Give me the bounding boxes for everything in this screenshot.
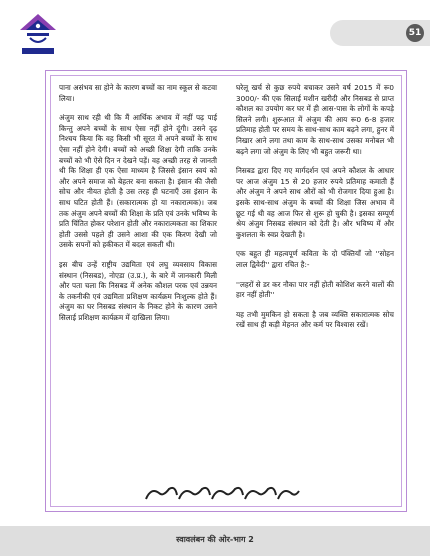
page-number-tab — [330, 20, 430, 46]
page-footer — [0, 526, 430, 556]
left-paragraph-1: पाना असंभव सा होने के कारण बच्चों का नाम स्कूल से कटवा लिया। — [59, 83, 217, 103]
right-paragraph-2: निसबड द्वारा दिए गए मार्गदर्शन एवं अपने कौशल के आधार पर आज अंजुम 15 से 20 हजार रुपये प्रतिमाह कमाती हैं और अंजुम ने अपने साथ औरों को भी रोजगार दिया हुआ है। इसके साथ-साथ अंजुम के बच्चों की शिक्षा जिस अभाव में छूट गई थी वह आज फिर से शुरू हो चुकी है। इसका सम्पूर्ण श्रेय अंजुम निसबड संस्थान को देती है। और भविष्य में और कुशलता के स्वप्न देखती है। — [236, 166, 394, 239]
footer-title: स्वावलंबन की ओर-भाग 2 — [176, 535, 254, 544]
right-paragraph-1: घरेलू खर्च से कुछ रुपये बचाकर उसने वर्ष 2015 में रू0 3000/- की एक सिलाई मशीन खरीदी और निसबड से प्राप्त कौशल का उपयोग कर घर में ही आस-पास के लोगों के कपड़े सिलने लगी। शुरूआत में अंजुम की आय रू0 6-8 हजार प्रतिमाह होती पर समय के साथ-साथ काम बढ़ने लगा, हुनर में निखार आने लगा तथा काम के साथ-साथ उसका मनोबल भी बढ़ने लगा जो अंजुम के लिए भी बहुत जरूरी था। — [236, 83, 394, 156]
left-paragraph-3: इस बीच उन्हें राष्ट्रीय उद्यमिता एवं लघु व्यवसाय विकास संस्थान (निसबड), नोएडा (उ.प्र.), के बारे में जानकारी मिली और पता चला कि निसबड में अनेक कौशल परक एवं उन्नयन के तकनीकी एवं उद्यमिता प्रशिक्षण कार्यक्रम निःशुल्क होते हैं। अंजुम का घर निसबड संस्थान के निकट होने के कारण उसने सिलाई प्रशिक्षण कार्यक्रम में दाखिला लिया। — [59, 259, 217, 322]
page-header — [0, 0, 430, 60]
right-column — [236, 83, 394, 340]
nisbud-logo-icon — [16, 12, 60, 56]
nisbud-logo — [16, 12, 60, 56]
right-paragraph-3: एक बहुत ही महत्वपूर्ण कविता के दो पंक्तियाँ जो ''सोहन लाल द्विवेदी'' द्वारा रचित है:- — [236, 249, 394, 269]
page-number: 51 — [406, 24, 424, 42]
right-paragraph-4: यह तभी मुमकिन हो सकता है जब व्यक्ति सकारात्मक सोच रखें साथ ही कड़ी मेहनत और कर्म पर विश्वास रखें। — [236, 309, 394, 330]
article-frame — [45, 70, 407, 512]
left-paragraph-2: अंजुम साथ रही थी कि मैं आर्थिक अभाव में नहीं पढ़ पाई किन्तु अपने बच्चों के साथ ऐसा नहीं होने दूंगी। उसने दृढ़ निश्चय किया कि वह किसी भी सूरत में अपने बच्चों के साथ ऐसा नहीं होने देगी। बच्चों को अच्छी शिक्षा देगी ताकि उनके बच्चों को भी ऐसे दिन न देखने पड़ें। वह अच्छी तरह से जानती थी कि शिक्षा ही एक ऐसा माध्यम है जिससे इंसान स्वयं को और अपने समाज को बेहतर बना सकता है। इंसान की जैसी सोच और नीयत होती है उस तरह ही घटनाएँ उस इंसान के साथ घटित होती हैं। (सकारात्मक हो या नकारात्मक)। जब तक अंजुम अपने बच्चों की शिक्षा के प्रति एवं उनके भविष्य के प्रति चिंतित होकर परेशान होती और नकारात्मकता का शिकार होती उससे पहले ही उसने आशा की एक किरण देखी जो उसके सपनों को हकीकत में बदल सकती थी। — [59, 113, 217, 250]
poem-quote: ''लहरों से डर कर नौका पार नहीं होती कोशिश करने वालों की हार नहीं होती'' — [236, 279, 394, 300]
decorative-ornament-icon — [141, 483, 301, 505]
left-column — [59, 83, 217, 332]
